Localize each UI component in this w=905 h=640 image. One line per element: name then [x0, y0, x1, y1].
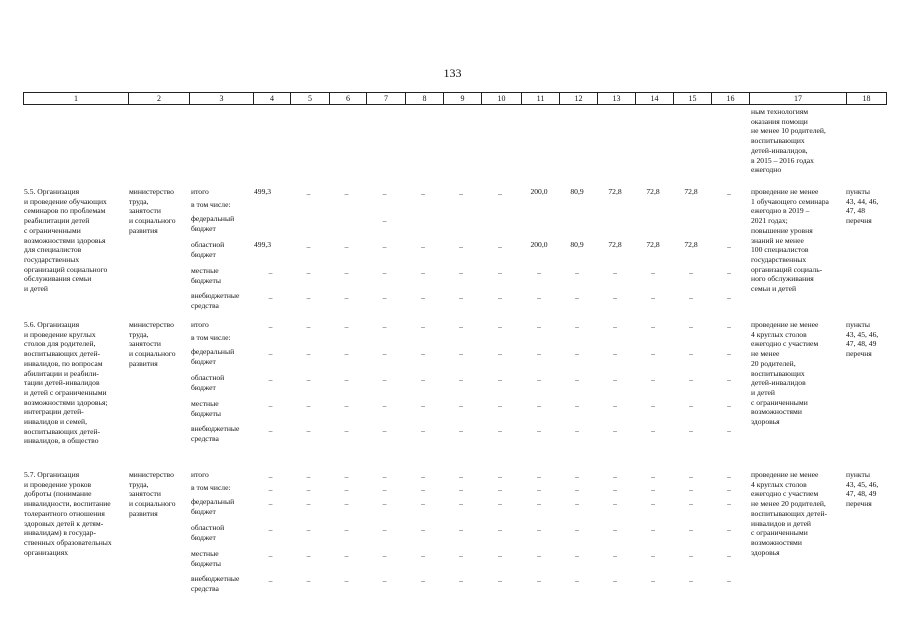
- value-cell: –: [498, 401, 502, 410]
- value-cell: –: [613, 375, 617, 384]
- value-cell: –: [382, 268, 387, 277]
- value-cell: –: [344, 551, 349, 560]
- value-cell: –: [689, 499, 693, 508]
- value-cell: –: [382, 349, 387, 358]
- value-cell: –: [306, 189, 311, 198]
- value-cell: –: [727, 525, 731, 534]
- value-cell: –: [344, 426, 349, 435]
- value-cell: –: [727, 426, 731, 435]
- value-cell: –: [344, 525, 349, 534]
- value-cell: –: [268, 551, 273, 560]
- value-cell: –: [421, 485, 425, 494]
- header-cell-13: 13: [597, 93, 635, 104]
- value-cell: –: [306, 349, 311, 358]
- funding-source-label: итого: [191, 187, 209, 196]
- value-cell: –: [382, 375, 387, 384]
- value-cell: –: [537, 322, 541, 331]
- value-cell: –: [498, 189, 502, 198]
- value-cell: –: [382, 216, 387, 225]
- value-cell: 72,8: [684, 187, 698, 196]
- value-cell: –: [575, 349, 579, 358]
- header-cell-2: 2: [128, 93, 189, 104]
- value-cell: –: [344, 242, 349, 251]
- header-cell-14: 14: [635, 93, 673, 104]
- header-cell-3: 3: [189, 93, 253, 104]
- value-cell: –: [306, 401, 311, 410]
- value-cell: –: [306, 426, 311, 435]
- value-cell: –: [498, 472, 502, 481]
- section-5-5-result: проведение не менее 1 обучающего семинара ежегодно в 2019 – 2021 годах; повышение уровня знаний не менее 100 специалистов государственных организаций социаль- ного обслуживания семьи и детей: [751, 187, 829, 294]
- value-cell: –: [498, 293, 502, 302]
- value-cell: –: [613, 426, 617, 435]
- value-cell: –: [421, 349, 425, 358]
- value-cell: 72,8: [684, 240, 698, 249]
- value-cell: –: [421, 499, 425, 508]
- value-cell: –: [268, 293, 273, 302]
- value-cell: –: [613, 499, 617, 508]
- value-cell: –: [575, 426, 579, 435]
- header-cell-18: 18: [846, 93, 886, 104]
- value-cell: –: [689, 426, 693, 435]
- value-cell: –: [382, 322, 387, 331]
- funding-source-label: федеральный бюджет: [191, 497, 235, 516]
- value-cell: –: [537, 349, 541, 358]
- funding-source-label: областной бюджет: [191, 373, 225, 392]
- value-cell: –: [498, 268, 502, 277]
- value-cell: –: [575, 499, 579, 508]
- value-cell: –: [689, 268, 693, 277]
- value-cell: –: [382, 293, 387, 302]
- funding-source-label: в том числе:: [191, 333, 231, 342]
- value-cell: –: [382, 551, 387, 560]
- value-cell: –: [459, 242, 463, 251]
- value-cell: –: [382, 189, 387, 198]
- value-cell: –: [421, 375, 425, 384]
- value-cell: –: [575, 551, 579, 560]
- value-cell: –: [651, 322, 655, 331]
- value-cell: –: [459, 268, 463, 277]
- value-cell: –: [689, 375, 693, 384]
- value-cell: –: [537, 499, 541, 508]
- column-number-header: [23, 92, 887, 105]
- value-cell: –: [727, 401, 731, 410]
- value-cell: –: [727, 293, 731, 302]
- value-cell: –: [459, 499, 463, 508]
- value-cell: –: [575, 268, 579, 277]
- value-cell: –: [727, 189, 731, 198]
- value-cell: –: [651, 576, 655, 585]
- value-cell: –: [537, 485, 541, 494]
- value-cell: –: [575, 293, 579, 302]
- value-cell: –: [498, 322, 502, 331]
- value-cell: –: [421, 551, 425, 560]
- value-cell: –: [651, 551, 655, 560]
- value-cell: –: [459, 375, 463, 384]
- value-cell: –: [421, 322, 425, 331]
- value-cell: –: [344, 472, 349, 481]
- value-cell: 72,8: [608, 187, 622, 196]
- header-cell-12: 12: [559, 93, 597, 104]
- value-cell: –: [459, 485, 463, 494]
- value-cell: –: [344, 293, 349, 302]
- value-cell: –: [421, 426, 425, 435]
- value-cell: –: [689, 551, 693, 560]
- value-cell: –: [421, 293, 425, 302]
- section-5-7-name: 5.7. Организация и проведение уроков доброты (понимание инвалидности, воспитание толерантного отношения здоровых детей к детям- инвалидам) в государ- ственных образовательных организациях: [24, 470, 112, 557]
- value-cell: –: [306, 499, 311, 508]
- value-cell: –: [498, 375, 502, 384]
- value-cell: –: [613, 293, 617, 302]
- value-cell: –: [689, 576, 693, 585]
- header-cell-11: 11: [521, 93, 559, 104]
- section-5-5-name: 5.5. Организация и проведение обучающих семинаров по проблемам реабилитации детей с ограниченными возможностями здоровья для специалистов государственных организаций социального обслуживания семьи и детей: [24, 187, 108, 294]
- value-cell: –: [651, 426, 655, 435]
- value-cell: –: [537, 426, 541, 435]
- value-cell: –: [306, 293, 311, 302]
- value-cell: –: [498, 349, 502, 358]
- continued-result-text: ным технологиям оказания помощи не менее 10 родителей, воспитывающих детей-инвалидов, в 2015 – 2016 годах ежегодно: [751, 107, 826, 175]
- value-cell: –: [382, 426, 387, 435]
- funding-source-label: местные бюджеты: [191, 399, 221, 418]
- header-cell-17: 17: [749, 93, 846, 104]
- value-cell: –: [613, 322, 617, 331]
- funding-source-label: областной бюджет: [191, 523, 225, 542]
- value-cell: 499,3: [254, 187, 272, 196]
- value-cell: –: [537, 375, 541, 384]
- value-cell: –: [306, 576, 311, 585]
- header-cell-16: 16: [711, 93, 749, 104]
- value-cell: –: [689, 293, 693, 302]
- value-cell: –: [537, 525, 541, 534]
- header-cell-15: 15: [673, 93, 711, 104]
- funding-source-label: федеральный бюджет: [191, 214, 235, 233]
- value-cell: –: [537, 576, 541, 585]
- value-cell: –: [306, 242, 311, 251]
- value-cell: –: [344, 401, 349, 410]
- value-cell: –: [382, 525, 387, 534]
- value-cell: –: [613, 485, 617, 494]
- value-cell: 72,8: [646, 187, 660, 196]
- funding-source-label: внебюджетные средства: [191, 291, 240, 310]
- value-cell: –: [498, 242, 502, 251]
- value-cell: –: [459, 322, 463, 331]
- value-cell: –: [613, 472, 617, 481]
- section-5-6-result: проведение не менее 4 круглых столов ежегодно с участием не менее 20 родителей, воспитывающих детей-инвалидов и детей с ограниченными возможностями здоровья: [751, 320, 819, 427]
- value-cell: –: [575, 472, 579, 481]
- value-cell: –: [537, 472, 541, 481]
- value-cell: –: [689, 322, 693, 331]
- value-cell: –: [306, 485, 311, 494]
- value-cell: –: [689, 485, 693, 494]
- value-cell: –: [459, 472, 463, 481]
- value-cell: 499,3: [254, 240, 272, 249]
- value-cell: –: [382, 242, 387, 251]
- value-cell: –: [459, 426, 463, 435]
- value-cell: –: [344, 499, 349, 508]
- value-cell: –: [344, 576, 349, 585]
- value-cell: –: [382, 499, 387, 508]
- funding-source-label: внебюджетные средства: [191, 574, 240, 593]
- header-cell-4: 4: [253, 93, 290, 104]
- value-cell: –: [537, 293, 541, 302]
- funding-source-label: итого: [191, 470, 209, 479]
- value-cell: –: [268, 576, 273, 585]
- value-cell: –: [575, 525, 579, 534]
- value-cell: 80,9: [570, 187, 584, 196]
- value-cell: –: [727, 472, 731, 481]
- value-cell: –: [727, 499, 731, 508]
- value-cell: 80,9: [570, 240, 584, 249]
- value-cell: –: [613, 268, 617, 277]
- value-cell: –: [651, 375, 655, 384]
- value-cell: –: [613, 576, 617, 585]
- value-cell: –: [575, 401, 579, 410]
- section-5-7-executor: министерство труда, занятости и социального развития: [129, 470, 176, 518]
- header-cell-1: 1: [74, 94, 78, 103]
- section-5-7-result: проведение не менее 4 круглых столов ежегодно с участием не менее 20 родителей, воспитывающих детей- инвалидов и детей с ограниченными возможностями здоровья: [751, 470, 828, 557]
- value-cell: –: [459, 525, 463, 534]
- funding-source-label: местные бюджеты: [191, 266, 221, 285]
- value-cell: –: [537, 551, 541, 560]
- value-cell: –: [344, 189, 349, 198]
- value-cell: –: [651, 349, 655, 358]
- value-cell: –: [306, 551, 311, 560]
- value-cell: –: [421, 401, 425, 410]
- value-cell: –: [727, 375, 731, 384]
- funding-source-label: местные бюджеты: [191, 549, 221, 568]
- header-cell-9: 9: [443, 93, 481, 104]
- header-cell-6: 6: [329, 93, 366, 104]
- value-cell: –: [689, 525, 693, 534]
- value-cell: –: [613, 551, 617, 560]
- value-cell: –: [537, 268, 541, 277]
- value-cell: –: [498, 499, 502, 508]
- value-cell: 72,8: [646, 240, 660, 249]
- value-cell: –: [421, 576, 425, 585]
- value-cell: –: [498, 576, 502, 585]
- value-cell: –: [727, 349, 731, 358]
- header-cell-5: 5: [290, 93, 329, 104]
- value-cell: –: [689, 349, 693, 358]
- section-5-5-items: пункты 43, 44, 46, 47, 48 перечня: [846, 187, 879, 226]
- value-cell: –: [613, 525, 617, 534]
- value-cell: –: [689, 472, 693, 481]
- value-cell: –: [344, 322, 349, 331]
- value-cell: –: [268, 268, 273, 277]
- header-cell-10: 10: [481, 93, 521, 104]
- value-cell: 200,0: [530, 240, 548, 249]
- value-cell: –: [727, 485, 731, 494]
- value-cell: –: [344, 349, 349, 358]
- funding-source-label: областной бюджет: [191, 240, 225, 259]
- value-cell: –: [651, 401, 655, 410]
- value-cell: –: [575, 576, 579, 585]
- value-cell: –: [651, 293, 655, 302]
- value-cell: –: [651, 268, 655, 277]
- value-cell: –: [268, 426, 273, 435]
- section-5-5-executor: министерство труда, занятости и социального развития: [129, 187, 176, 235]
- value-cell: –: [459, 401, 463, 410]
- value-cell: –: [727, 322, 731, 331]
- value-cell: –: [689, 401, 693, 410]
- section-5-7-items: пункты 43, 45, 46, 47, 48, 49 перечня: [846, 470, 879, 509]
- value-cell: –: [651, 485, 655, 494]
- value-cell: –: [268, 349, 273, 358]
- section-5-6-name: 5.6. Организация и проведение круглых столов для родителей, воспитывающих детей- инвалидов, по вопросам абилитации и реабили- тации детей-инвалидов и детей с ограниченными возможностями здоровья; интеграции детей- инвалидов и семей, воспитывающих детей- инвалидов, в общество: [24, 320, 108, 446]
- value-cell: –: [306, 375, 311, 384]
- value-cell: –: [421, 472, 425, 481]
- value-cell: –: [575, 375, 579, 384]
- value-cell: –: [651, 499, 655, 508]
- value-cell: –: [727, 268, 731, 277]
- value-cell: –: [727, 576, 731, 585]
- value-cell: –: [344, 375, 349, 384]
- value-cell: –: [382, 485, 387, 494]
- header-cell-7: 7: [366, 93, 405, 104]
- section-5-6-executor: министерство труда, занятости и социального развития: [129, 320, 176, 368]
- value-cell: –: [459, 576, 463, 585]
- value-cell: –: [727, 242, 731, 251]
- value-cell: –: [421, 189, 425, 198]
- value-cell: –: [537, 401, 541, 410]
- value-cell: –: [268, 401, 273, 410]
- value-cell: –: [268, 525, 273, 534]
- value-cell: 72,8: [608, 240, 622, 249]
- value-cell: –: [575, 322, 579, 331]
- value-cell: –: [306, 268, 311, 277]
- value-cell: –: [268, 499, 273, 508]
- value-cell: –: [306, 525, 311, 534]
- value-cell: 200,0: [530, 187, 548, 196]
- value-cell: –: [306, 472, 311, 481]
- value-cell: –: [498, 551, 502, 560]
- value-cell: –: [498, 426, 502, 435]
- value-cell: –: [344, 268, 349, 277]
- value-cell: –: [268, 485, 273, 494]
- value-cell: –: [613, 401, 617, 410]
- value-cell: –: [382, 576, 387, 585]
- value-cell: –: [306, 322, 311, 331]
- value-cell: –: [268, 375, 273, 384]
- value-cell: –: [421, 268, 425, 277]
- section-5-6-items: пункты 43, 45, 46, 47, 48, 49 перечня: [846, 320, 879, 359]
- header-cell-8: 8: [405, 93, 443, 104]
- funding-source-label: федеральный бюджет: [191, 347, 235, 366]
- funding-source-label: итого: [191, 320, 209, 329]
- value-cell: –: [651, 525, 655, 534]
- value-cell: –: [459, 189, 463, 198]
- value-cell: –: [421, 525, 425, 534]
- value-cell: –: [268, 472, 273, 481]
- value-cell: –: [613, 349, 617, 358]
- value-cell: –: [727, 551, 731, 560]
- funding-source-label: внебюджетные средства: [191, 424, 240, 443]
- value-cell: –: [498, 525, 502, 534]
- funding-source-label: в том числе:: [191, 200, 231, 209]
- funding-source-label: в том числе:: [191, 483, 231, 492]
- value-cell: –: [344, 485, 349, 494]
- value-cell: –: [459, 349, 463, 358]
- value-cell: –: [575, 485, 579, 494]
- value-cell: –: [651, 472, 655, 481]
- value-cell: –: [498, 485, 502, 494]
- value-cell: –: [382, 401, 387, 410]
- value-cell: –: [459, 293, 463, 302]
- value-cell: –: [382, 472, 387, 481]
- value-cell: –: [459, 551, 463, 560]
- page-number: 133: [443, 66, 462, 80]
- value-cell: –: [421, 242, 425, 251]
- value-cell: –: [268, 322, 273, 331]
